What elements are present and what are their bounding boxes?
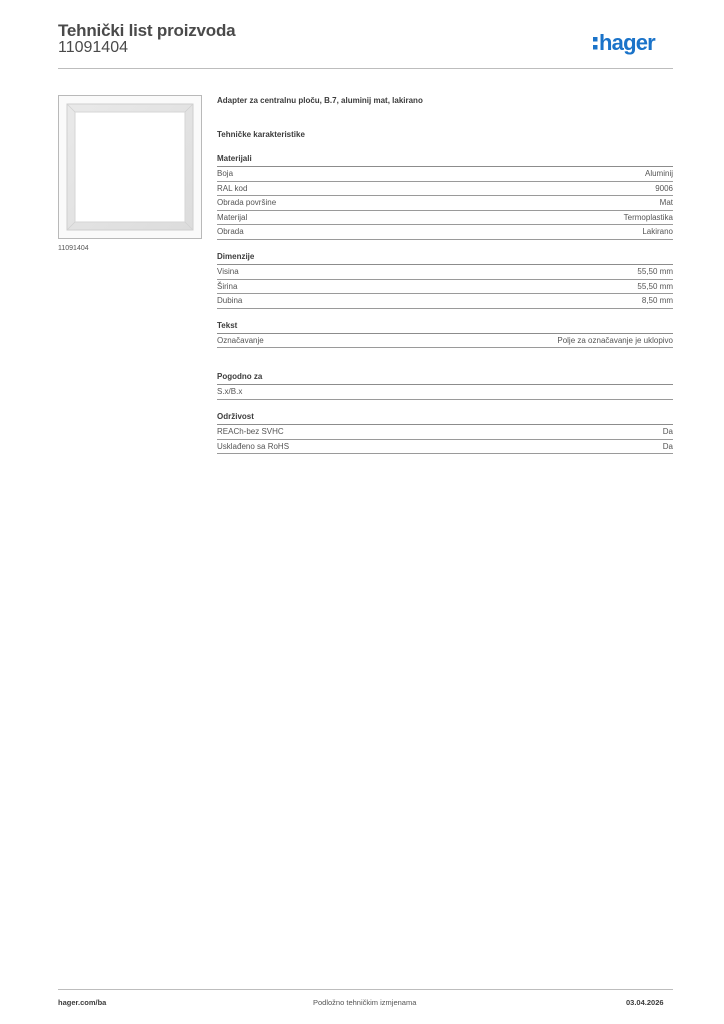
spec-group	[217, 321, 673, 349]
header-divider	[58, 68, 673, 69]
spec-label: S.x/B.x	[217, 387, 243, 397]
spec-row	[217, 265, 673, 280]
spec-value: Polje za označavanje je uklopivo	[557, 335, 673, 345]
spec-label: Dubina	[217, 296, 243, 306]
spec-row	[217, 280, 673, 295]
spec-label: Označavanje	[217, 335, 264, 345]
spec-row	[217, 385, 673, 400]
spec-label: REACh-bez SVHC	[217, 426, 284, 436]
spec-label: Visina	[217, 266, 239, 276]
spec-row	[217, 294, 673, 309]
spec-value: Mat	[659, 198, 673, 208]
spec-label: Materijal	[217, 212, 248, 222]
spec-value: Da	[662, 426, 673, 436]
spec-value: Lakirano	[642, 227, 673, 237]
spec-label: RAL kod	[217, 183, 248, 193]
spec-value: Da	[662, 441, 673, 451]
product-image	[58, 95, 202, 239]
spec-row	[217, 211, 673, 226]
spec-group	[217, 372, 673, 400]
group-title: Dimenzije	[217, 252, 673, 265]
spec-value: 55,50 mm	[637, 266, 673, 276]
spec-value: Aluminij	[644, 169, 673, 178]
image-caption: 11091404	[58, 245, 89, 252]
footer-date: 03.04.2026	[626, 998, 664, 1007]
spec-row	[217, 167, 673, 182]
page-title: Tehnički list proizvoda	[58, 21, 236, 40]
footer-note: Podložno tehničkim izmjenama	[313, 998, 417, 1007]
spec-group	[217, 412, 673, 454]
footer-divider	[58, 989, 673, 990]
spec-section	[217, 96, 673, 454]
spec-row	[217, 425, 673, 440]
spec-label: Širina	[217, 281, 238, 291]
spec-row	[217, 225, 673, 240]
group-title: Održivost	[217, 412, 673, 425]
spec-groups	[217, 154, 673, 454]
spec-value: 55,50 mm	[637, 281, 673, 291]
section-heading: Tehničke karakteristike	[217, 130, 305, 139]
spec-label: Usklađeno sa RoHS	[217, 441, 290, 451]
spec-label: Obrada površine	[217, 198, 277, 208]
product-code: 11091404	[58, 39, 128, 56]
product-description: Adapter za centralnu ploču, B.7, aluminij mat, lakirano	[217, 96, 423, 105]
spec-label: Obrada	[217, 227, 244, 237]
spec-value: 9006	[655, 183, 673, 193]
group-title: Tekst	[217, 321, 673, 334]
spec-group	[217, 154, 673, 240]
spec-row	[217, 182, 673, 197]
spec-label: Boja	[217, 169, 234, 178]
hager-logo	[592, 28, 674, 58]
logo-text: hager	[599, 30, 655, 55]
spec-value: 8,50 mm	[641, 296, 673, 306]
footer-website: hager.com/ba	[58, 998, 107, 1007]
group-title: Materijali	[217, 154, 673, 167]
group-title: Pogodno za	[217, 372, 673, 385]
spec-row	[217, 196, 673, 211]
spec-group	[217, 252, 673, 309]
spec-value: Termoplastika	[623, 212, 673, 222]
spec-row	[217, 440, 673, 455]
spec-row	[217, 334, 673, 349]
